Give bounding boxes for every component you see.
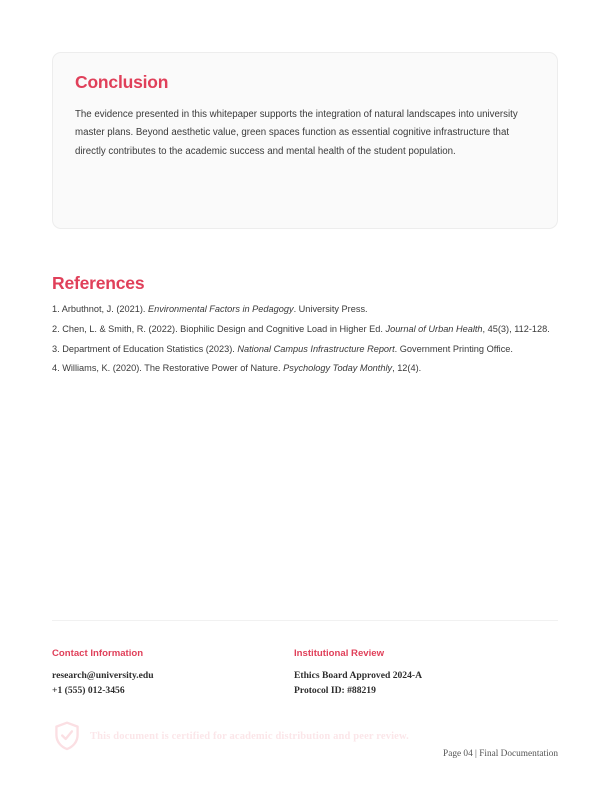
reference-text-prefix: 4. Williams, K. (2020). The Restorative Power of Nature. [52,363,284,374]
reference-title-italic: Psychology Today Monthly [283,363,393,374]
reference-title-italic: Journal of Urban Health [385,323,483,334]
reference-item [52,320,558,340]
contact-phone[interactable]: +1 (555) 012-3456 [52,685,125,696]
conclusion-card [52,52,558,229]
protocol-id-text: Protocol ID: #88219 [294,685,376,696]
references-list [52,300,558,379]
reference-text-prefix: 1. Arbuthnot, J. (2021). [52,304,149,314]
reference-text-prefix: 2. Chen, L. & Smith, R. (2022). Biophilic Design and Cognitive Load in Higher Ed. [52,323,386,334]
institutional-review-heading: Institutional Review [294,648,385,659]
footer-divider [52,620,558,621]
footer-columns [52,648,558,699]
reference-text-suffix: . Government Printing Office. [394,343,513,354]
reference-title-italic: National Campus Infrastructure Report [237,343,395,354]
contact-email[interactable]: research@university.edu [52,669,154,681]
certification-text: This document is certified for academic distribution and peer review. [90,730,409,742]
reference-text-suffix: . University Press. [293,304,368,314]
conclusion-heading: Conclusion [75,72,169,92]
ethics-approval-text: Ethics Board Approved 2024-A [294,669,423,681]
conclusion-paragraph: The evidence presented in this whitepaper supports the integration of natural landscapes into university master plans. Beyond aesthetic value, green spaces function as essential cognitive infrastructure that directly contributes to the academic success and mental health of the student population. [75,109,518,157]
footer-review-column [294,648,534,699]
reference-item [52,300,558,320]
reference-text-suffix: , 12(4). [392,363,422,374]
reference-text-prefix: 3. Department of Education Statistics (2023). [52,343,238,354]
contact-heading: Contact Information [52,648,144,659]
shield-check-icon [52,720,82,752]
references-heading: References [52,272,145,293]
reference-item [52,359,558,379]
page-number-label: Page 04 | Final Documentation [443,749,558,759]
reference-text-suffix: , 45(3), 112-128. [482,323,550,334]
reference-item [52,340,558,360]
footer-contact-column [52,648,292,699]
reference-title-italic: Environmental Factors in Pedagogy [148,304,294,314]
certification-row [52,720,558,752]
